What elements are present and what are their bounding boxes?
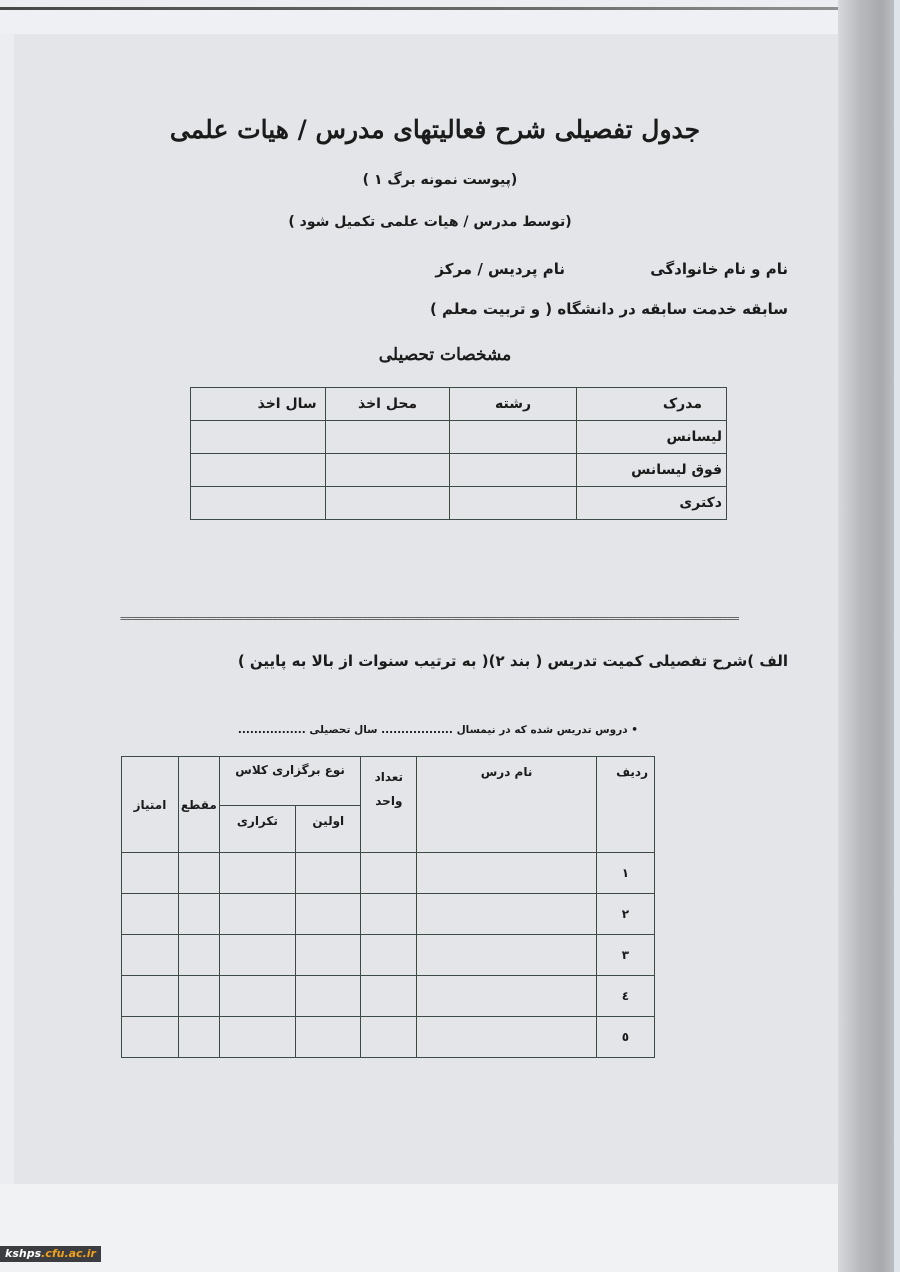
degree-cell: دکتری [576,487,726,520]
row-number: ٤ [596,976,654,1017]
education-row [191,421,727,454]
score-cell[interactable] [122,976,179,1017]
row-number: ۳ [596,935,654,976]
teaching-row [122,935,655,976]
first-time-cell[interactable] [296,976,361,1017]
header-place: محل اخذ [325,388,450,421]
header-level: مقطع [178,757,219,853]
place-cell[interactable] [325,487,450,520]
header-row-number: ردیف [596,757,654,853]
year-cell[interactable] [191,421,326,454]
degree-cell: فوق لیسانس [576,454,726,487]
document-instruction: (توسط مدرس / هیات علمی تکمیل شود ) [288,214,572,230]
course-name-cell[interactable] [417,853,597,894]
document-title: جدول تفصیلی شرح فعالیتهای مدرس / هیات علمی [169,115,701,144]
year-cell[interactable] [191,454,326,487]
first-time-cell[interactable] [296,894,361,935]
level-cell[interactable] [178,894,219,935]
repeated-cell[interactable] [219,1017,295,1058]
place-cell[interactable] [325,421,450,454]
site-watermark [0,1246,101,1262]
first-time-cell[interactable] [296,853,361,894]
scan-shadow-edge [838,0,900,1272]
section-a-title: الف )شرح تفصیلی کمیت تدریس ( بند ۲)( به ترتیب سنوات از بالا به پایین ) [237,652,788,670]
score-cell[interactable] [122,1017,179,1058]
education-table [190,387,727,520]
teaching-row [122,1017,655,1058]
header-units-line2: واحد [375,794,403,808]
campus-label: نام پردیس / مرکز [435,260,565,278]
repeated-cell[interactable] [219,853,295,894]
education-row [191,454,727,487]
score-cell[interactable] [122,935,179,976]
header-field: رشته [450,388,576,421]
header-course-name: نام درس [417,757,597,853]
watermark-part1: kshps [5,1247,42,1260]
row-number: ۱ [596,853,654,894]
degree-cell: لیسانس [576,421,726,454]
level-cell[interactable] [178,1017,219,1058]
course-name-cell[interactable] [417,976,597,1017]
semester-note: • دروس تدریس شده که در نیمسال .................. سال تحصیلی ................. [237,724,638,736]
field-cell[interactable] [450,454,576,487]
teaching-row [122,894,655,935]
header-first-time: اولین [296,806,361,853]
repeated-cell[interactable] [219,894,295,935]
units-cell[interactable] [361,976,417,1017]
first-time-cell[interactable] [296,1017,361,1058]
place-cell[interactable] [325,454,450,487]
education-section-title: مشخصات تحصیلی [378,345,512,365]
course-name-cell[interactable] [417,935,597,976]
field-cell[interactable] [450,487,576,520]
year-cell[interactable] [191,487,326,520]
teaching-header-row [122,757,655,806]
header-units [361,757,417,853]
level-cell[interactable] [178,976,219,1017]
scan-margin-bottom [0,1184,900,1272]
score-cell[interactable] [122,853,179,894]
units-cell[interactable] [361,894,417,935]
watermark-part2: .cfu.ac.ir [41,1247,96,1260]
repeated-cell[interactable] [219,935,295,976]
education-row [191,487,727,520]
header-repeated: تکراری [219,806,295,853]
teaching-table [121,756,655,1058]
level-cell[interactable] [178,935,219,976]
service-record-label: سابقه خدمت سابقه در دانشگاه ( و تربیت معلم ) [429,300,788,318]
row-number: ٥ [596,1017,654,1058]
field-cell[interactable] [450,421,576,454]
score-cell[interactable] [122,894,179,935]
teaching-row [122,976,655,1017]
units-cell[interactable] [361,853,417,894]
teaching-row [122,853,655,894]
header-class-type: نوع برگزاری کلاس [219,757,361,806]
document-subtitle: (پیوست نمونه برگ ۱ ) [362,172,518,188]
header-score: امتیاز [122,757,179,853]
first-time-cell[interactable] [296,935,361,976]
repeated-cell[interactable] [219,976,295,1017]
header-year: سال اخذ [191,388,326,421]
header-units-line1: تعداد [374,770,404,784]
units-cell[interactable] [361,935,417,976]
education-header-row [191,388,727,421]
separator-line: ============================================================================================================== [120,612,739,625]
level-cell[interactable] [178,853,219,894]
header-degree: مدرک [576,388,726,421]
course-name-cell[interactable] [417,1017,597,1058]
course-name-cell[interactable] [417,894,597,935]
scan-margin [0,10,900,34]
row-number: ۲ [596,894,654,935]
full-name-label: نام و نام خانوادگی [650,260,788,278]
units-cell[interactable] [361,1017,417,1058]
